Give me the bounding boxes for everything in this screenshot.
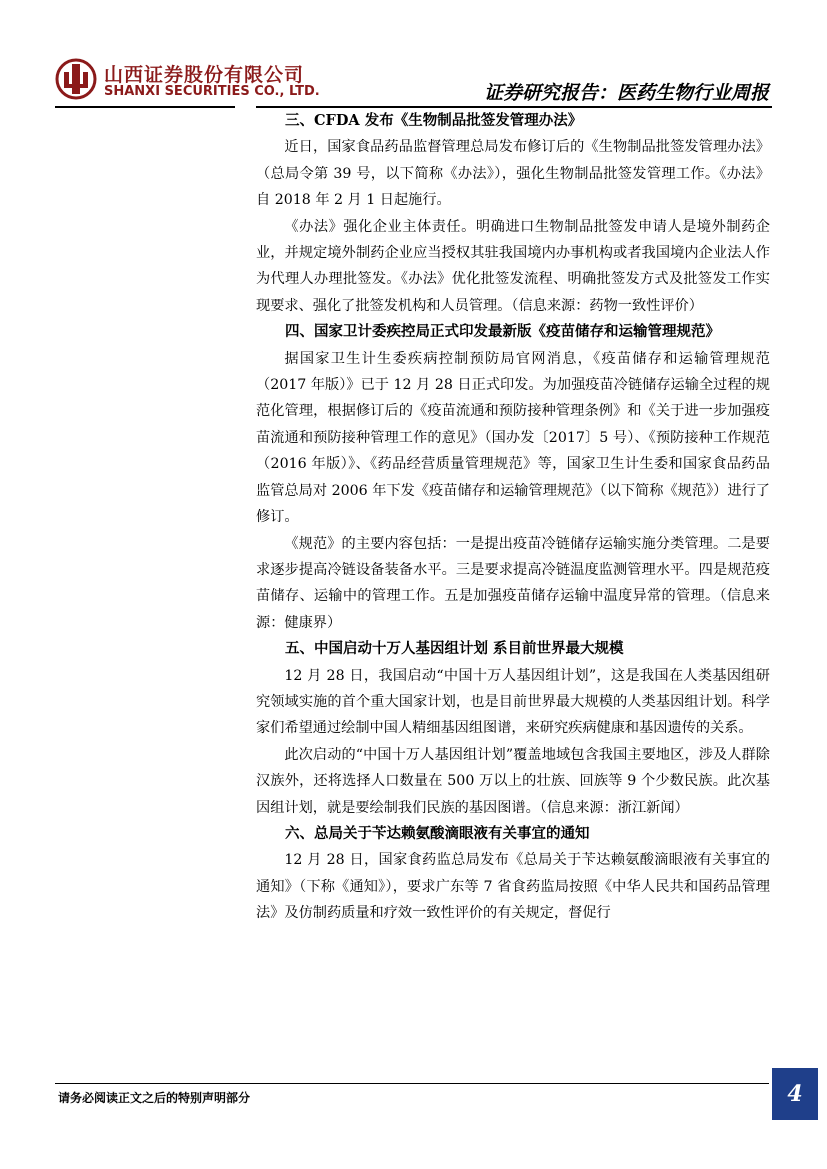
paragraph: 12 月 28 日，我国启动“中国十万人基因组计划”，这是我国在人类基因组研究领域实施的首个重大国家计划，也是目前世界最大规模的人类基因组计划。科学家们希望通过绘制中国人精细基因组图谱，来研究疾病健康和基因遗传的关系。 (256, 667, 770, 737)
paragraph: 此次启动的“中国十万人基因组计划”覆盖地域包含我国主要地区，涉及人群除汉族外，还将选择人口数量在 500 万以上的壮族、回族等 9 个少数民族。此次基因组计划，就是要绘制我们民族的基因图谱。（信息来源：浙江新闻） (256, 746, 770, 816)
company-name-cn: 山西证券股份有限公司 (104, 64, 305, 86)
section-heading: 三、CFDA 发布《生物制品批签发管理办法》 (285, 112, 583, 129)
paragraph: 《规范》的主要内容包括：一是提出疫苗冷链储存运输实施分类管理。二是要求逐步提高冷链设备装备水平。三是要求提高冷链温度监测管理水平。四是规范疫苗储存、运输中的管理工作。五是加强疫苗储存运输中温度异常的管理。（信息来源：健康界） (256, 535, 770, 631)
paragraph: 《办法》强化企业主体责任。明确进口生物制品批签发申请人是境外制药企业，并规定境外制药企业应当授权其驻我国境内办事机构或者我国境内企业法人作为代理人办理批签发。《办法》优化批签发流程、明确批签发方式及批签发工作实现要求、强化了批签发机构和人员管理。（信息来源：药物一致性评价） (256, 218, 770, 314)
section-heading: 五、中国启动十万人基因组计划 系目前世界最大规模 (285, 640, 624, 658)
section-heading: 六、总局关于苄达赖氨酸滴眼液有关事宜的通知 (285, 824, 590, 842)
report-title: 证券研究报告：医药生物行业周报 (483, 82, 769, 104)
header-divider-left (55, 106, 235, 108)
section-heading: 四、国家卫计委疾控局正式印发最新版《疫苗储存和运输管理规范》 (285, 323, 720, 341)
paragraph: 据国家卫生计生委疾病控制预防局官网消息，《疫苗储存和运输管理规范（2017 年版）》已于 12 月 28 日正式印发。为加强疫苗冷链储存运输全过程的规范化管理，根据修订后的《疫苗流通和预防接种管理条例》和《关于进一步加强疫苗流通和预防接种管理工作的意见》（国办发〔2017〕5 号）、《预防接种工作规范（2016 年版）》、《药品经营质量管理规范》等，国家卫生计生委和国家食品药品监管总局对 2006 年下发《疫苗储存和运输管理规范》（以下简称《规范》）进行了修订。 (256, 350, 770, 526)
disclaimer-notice: 请务必阅读正文之后的特别声明部分 (58, 1091, 251, 1105)
report-body (256, 108, 770, 1053)
page-header (0, 0, 827, 112)
paragraph: 近日，国家食品药品监督管理总局发布修订后的《生物制品批签发管理办法》（总局令第 39 号，以下简称《办法》），强化生物制品批签发管理工作。《办法》自 2018 年 2 月 1 日起施行。 (256, 139, 770, 209)
footer-divider (55, 1083, 769, 1084)
company-name-en: SHANXI SECURITIES CO., LTD. (104, 84, 320, 99)
page-number: 4 (772, 1068, 818, 1120)
company-logo-icon (55, 58, 97, 100)
paragraph: 12 月 28 日，国家食药监总局发布《总局关于苄达赖氨酸滴眼液有关事宜的通知》（下称《通知》），要求广东等 7 省食药监局按照《中华人民共和国药品管理法》及仿制药质量和疗效一致性评价的有关规定，督促行 (256, 852, 770, 922)
